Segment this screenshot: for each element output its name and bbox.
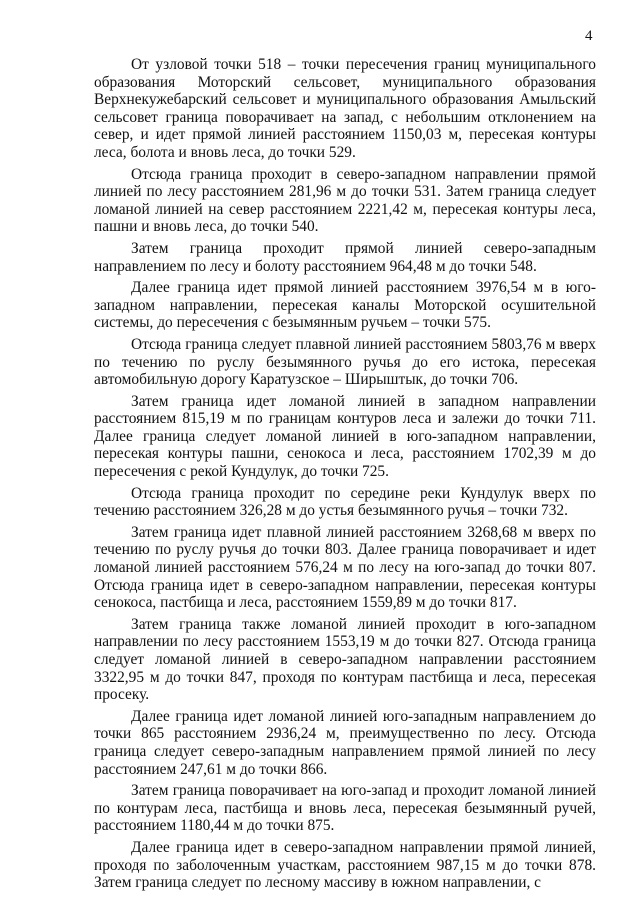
paragraph-11: Затем граница поворачивает на юго-запад и проходит ломаной линией по контурам леса, пастбища и вновь леса, пересекая безымянный ручей, расстоянием 1180,44 м до точки 875.	[94, 782, 596, 835]
paragraph-9: Затем граница также ломаной линией проходит в юго-западном направлении по лесу расстоянием 1553,19 м до точки 827. Отсюда граница следует ломаной линией в северо-западном направлении расстоянием 3322,95 м до точки 847, проходя по контурам пастбища и леса, пересекая просеку.	[94, 615, 596, 704]
document-body	[94, 56, 596, 896]
paragraph-10: Далее граница идет ломаной линией юго-западным направлением до точки 865 расстоянием 2936,24 м, преимущественно по лесу. Отсюда граница следует северо-западным направлением прямой линией по лесу расстоянием 247,61 м до точки 866.	[94, 707, 596, 778]
paragraph-8: Затем граница идет плавной линией расстоянием 3268,68 м вверх по течению по руслу ручья до точки 803. Далее граница поворачивает и идет ломаной линией расстоянием 576,24 м по лесу на юго-запад до точки 807. Отсюда граница идет в северо-западном направлении, пересекая контуры сенокоса, пастбища и леса, расстоянием 1559,89 м до точки 817.	[94, 523, 596, 612]
paragraph-7: Отсюда граница проходит по середине реки Кундулук вверх по течению расстоянием 326,28 м до устья безымянного ручья – точки 732.	[94, 484, 596, 520]
paragraph-12: Далее граница идет в северо-западном направлении прямой линией, проходя по заболоченным участкам, расстоянием 987,15 м до точки 878. Затем граница следует по лесному массиву в южном направлении, с	[94, 838, 596, 892]
page-number: 4	[585, 28, 593, 44]
paragraph-3: Затем граница проходит прямой линией северо-западным направлением по лесу и болоту расстоянием 964,48 м до точки 548.	[94, 239, 596, 275]
paragraph-4: Далее граница идет прямой линией расстоянием 3976,54 м в юго-западном направлении, пересекая каналы Моторской осушительной системы, до пересечения с безымянным ручьем – точки 575.	[94, 279, 596, 332]
paragraph-2: Отсюда граница проходит в северо-западном направлении прямой линией по лесу расстоянием 281,96 м до точки 531. Затем граница следует ломаной линией на север расстоянием 2221,42 м, пересекая контуры леса, пашни и вновь леса, до точки 540.	[94, 165, 596, 236]
paragraph-5: Отсюда граница следует плавной линией расстоянием 5803,76 м вверх по течению по руслу безымянного ручья до его истока, пересекая автомобильную дорогу Каратузское – Ширыштык, до точки 706.	[94, 335, 596, 389]
paragraph-1: От узловой точки 518 – точки пересечения границ муниципального образования Моторский сельсовет, муниципального образования Верхнекужебарский сельсовет и муниципального образования Амыльский сельсовет граница поворачивает на запад, с небольшим отклонением на север, и идет прямой линией расстоянием 1150,03 м, пересекая контуры леса, болота и вновь леса, до точки 529.	[94, 56, 596, 161]
paragraph-6: Затем граница идет ломаной линией в западном направлении расстоянием 815,19 м по границам контуров леса и залежи до точки 711. Далее граница следует ломаной линией в юго-западном направлении, пересекая контуры пашни, сенокоса и леса, расстоянием 1702,39 м до пересечения с рекой Кундулук, до точки 725.	[94, 392, 596, 481]
